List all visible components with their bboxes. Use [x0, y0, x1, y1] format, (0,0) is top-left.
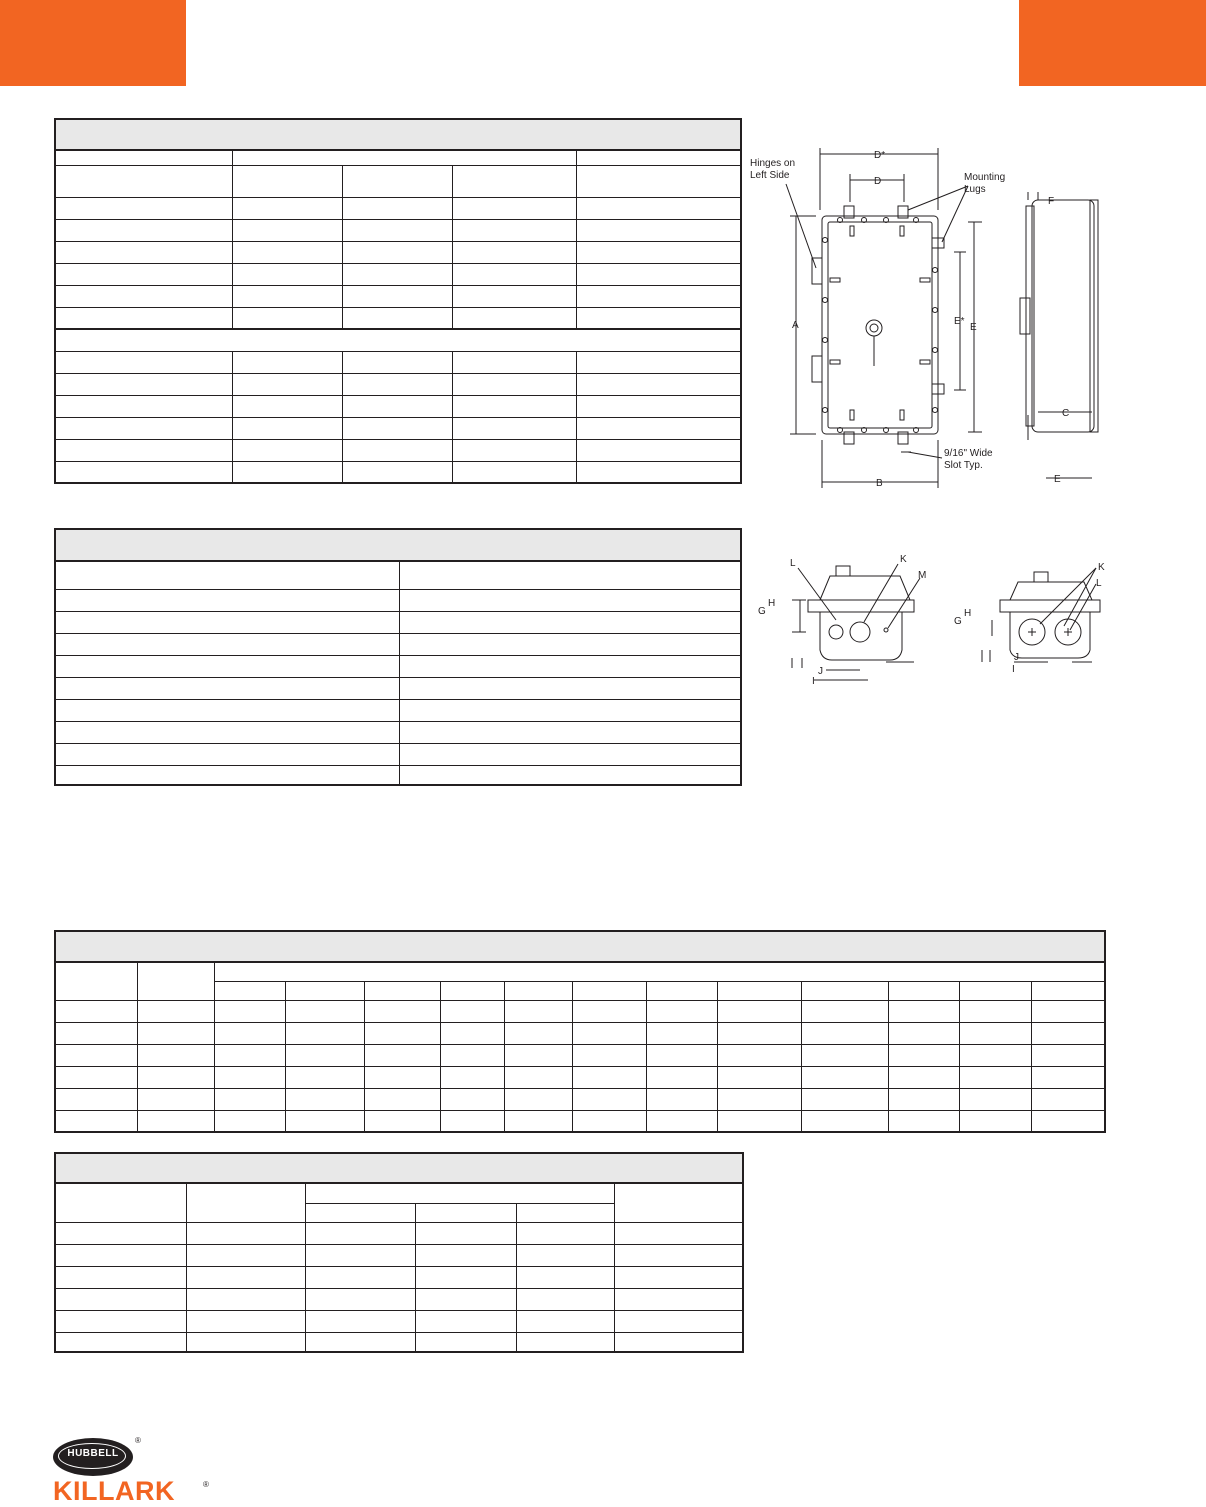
table-row: [55, 743, 741, 765]
table-row: [55, 765, 741, 785]
table-row: [55, 285, 741, 307]
hubbell-wordmark: HUBBELL: [67, 1448, 119, 1459]
table-row: [55, 439, 741, 461]
table-row: [55, 1044, 1105, 1066]
table-row: [55, 241, 741, 263]
killark-logo: [53, 1436, 213, 1506]
table-row: [55, 351, 741, 373]
killark-wordmark: KILLARK: [53, 1476, 175, 1506]
table-row: [55, 373, 741, 395]
table-row: [55, 197, 741, 219]
table-row: [55, 677, 741, 699]
dimension-table-4: [54, 1152, 744, 1353]
table-title: [55, 119, 741, 150]
table-row: [55, 1310, 743, 1332]
dim-e-star: E*: [954, 316, 965, 327]
table-row: [55, 1222, 743, 1244]
slot-label: 9/16" Wide: [944, 448, 993, 459]
table-header-row: [55, 962, 1105, 981]
table-row: [55, 589, 741, 611]
table-row: [55, 1088, 1105, 1110]
table-row: [55, 1000, 1105, 1022]
table-row: [55, 1332, 743, 1352]
label-l-right: L: [1096, 578, 1102, 589]
hub-dimension-drawing: [752, 550, 1112, 685]
label-k: K: [900, 554, 907, 565]
hinges-label: Left Side: [750, 170, 790, 181]
hinges-label: Hinges on: [750, 158, 796, 169]
table-header-row: [55, 561, 741, 589]
enclosure-dimension-drawing: [746, 140, 1106, 495]
dim-d: D: [874, 176, 882, 187]
label-j-right: J: [1014, 652, 1019, 663]
orange-corner-tab-left: [0, 0, 186, 86]
table-row: [55, 655, 741, 677]
label-g: G: [758, 606, 766, 617]
table-row: [55, 699, 741, 721]
mounting-lugs-label: Mounting: [964, 172, 1006, 183]
label-h: H: [768, 598, 776, 609]
table-row: [55, 1110, 1105, 1132]
dim-d-star: D*: [874, 150, 886, 161]
table-title: [55, 529, 741, 561]
label-g-right: G: [954, 616, 962, 627]
label-l: L: [790, 558, 796, 569]
table-row: [55, 633, 741, 655]
label-h-right: H: [964, 608, 972, 619]
table-row: [55, 1066, 1105, 1088]
dim-b: B: [876, 478, 883, 489]
table-row: [55, 461, 741, 483]
table-row: [55, 263, 741, 285]
registered-mark: ®: [203, 1480, 209, 1489]
label-m: M: [918, 570, 927, 581]
dim-c: C: [1062, 408, 1070, 419]
table-row: [55, 1022, 1105, 1044]
label-i: I: [812, 676, 815, 685]
table-section-row: [55, 329, 741, 351]
table-row: [55, 219, 741, 241]
slot-label: Slot Typ.: [944, 460, 983, 471]
table-header-row: [55, 150, 741, 165]
table-row: [55, 1266, 743, 1288]
label-i-right: I: [1012, 664, 1015, 675]
dim-e-side: E: [1054, 474, 1061, 485]
table-row: [55, 307, 741, 329]
table-header-row: [55, 165, 741, 197]
dimension-table-1: [54, 118, 742, 484]
table-row: [55, 417, 741, 439]
orange-corner-tab-right: [1019, 0, 1206, 86]
dimension-table-2: [54, 528, 742, 786]
mounting-lugs-label: Lugs: [964, 184, 986, 195]
label-k-right: K: [1098, 562, 1105, 573]
table-row: [55, 721, 741, 743]
table-title: [55, 1153, 743, 1183]
table-row: [55, 1288, 743, 1310]
table-row: [55, 611, 741, 633]
dim-a: A: [792, 320, 799, 331]
dim-e: E: [970, 322, 977, 333]
table-row: [55, 1244, 743, 1266]
table-row: [55, 395, 741, 417]
table-header-row: [55, 1183, 743, 1203]
label-j: J: [818, 666, 823, 677]
dim-f: F: [1048, 196, 1055, 207]
table-title: [55, 931, 1105, 962]
dimension-table-3: [54, 930, 1106, 1133]
registered-mark: ®: [135, 1436, 141, 1445]
